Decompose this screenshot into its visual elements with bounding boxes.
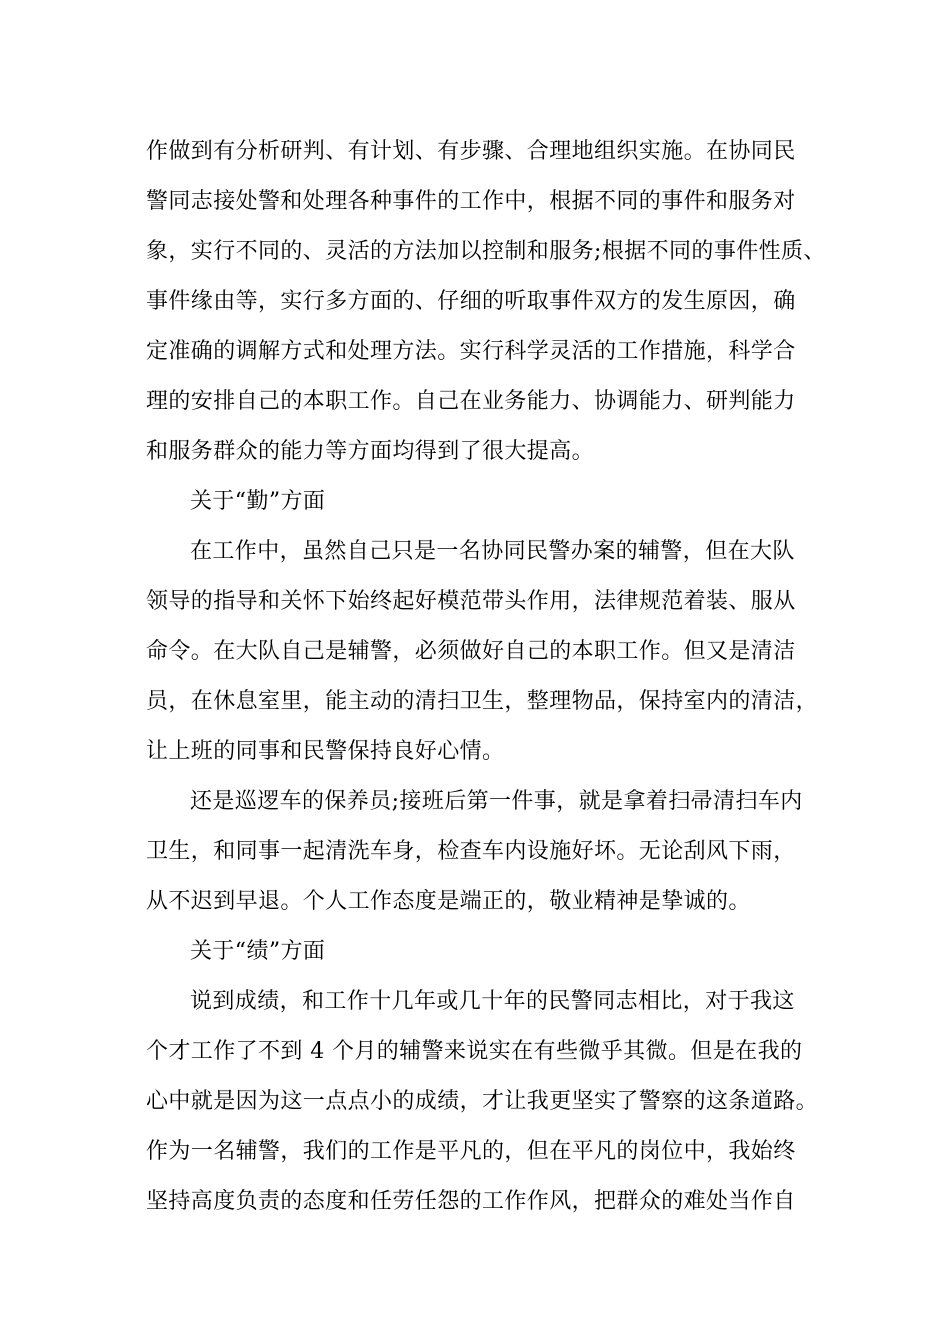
- text-line: 坚持高度负责的态度和任劳任怨的工作作风，把群众的难处当作自: [146, 1189, 796, 1214]
- text-line: 定准确的调解方式和处理方法。实行科学灵活的工作措施，科学合: [146, 339, 796, 364]
- section-heading: 关于“勤”方面: [190, 489, 326, 514]
- text-line: 卫生，和同事一起清洗车身，检查车内设施好坏。无论刮风下雨，: [146, 839, 796, 864]
- section-heading: 关于“绩”方面: [190, 939, 326, 964]
- text-line: 在工作中，虽然自己只是一名协同民警办案的辅警，但在大队: [190, 539, 795, 564]
- text-line: 说到成绩，和工作十几年或几十年的民警同志相比，对于我这: [190, 989, 795, 1014]
- text-line: 心中就是因为这一点点小的成绩，才让我更坚实了警察的这条道路。: [146, 1089, 819, 1114]
- text-line: 作做到有分析研判、有计划、有步骤、合理地组织实施。在协同民: [146, 139, 796, 164]
- text-line: 命令。在大队自己是辅警，必须做好自己的本职工作。但又是清洁: [146, 639, 796, 664]
- text-line: 让上班的同事和民警保持良好心情。: [146, 739, 505, 764]
- text-line: 领导的指导和关怀下始终起好模范带头作用，法律规范着装、服从: [146, 589, 796, 614]
- text-line: 还是巡逻车的保养员;接班后第一件事，就是拿着扫帚清扫车内: [190, 789, 803, 814]
- text-line: 理的安排自己的本职工作。自己在业务能力、协调能力、研判能力: [146, 389, 796, 414]
- text-line: 个才工作了不到 4 个月的辅警来说实在有些微乎其微。但是在我的: [146, 1039, 803, 1064]
- text-line: 事件缘由等，实行多方面的、仔细的听取事件双方的发生原因，确: [146, 289, 796, 314]
- text-line: 和服务群众的能力等方面均得到了很大提高。: [146, 439, 595, 464]
- text-line: 象，实行不同的、灵活的方法加以控制和服务;根据不同的事件性质、: [146, 239, 826, 264]
- text-line: 从不迟到早退。个人工作态度是端正的，敬业精神是挚诚的。: [146, 889, 751, 914]
- text-line: 警同志接处警和处理各种事件的工作中，根据不同的事件和服务对: [146, 189, 796, 214]
- text-line: 员，在休息室里，能主动的清扫卫生，整理物品，保持室内的清洁，: [146, 689, 819, 714]
- text-line: 作为一名辅警，我们的工作是平凡的，但在平凡的岗位中，我始终: [146, 1139, 796, 1164]
